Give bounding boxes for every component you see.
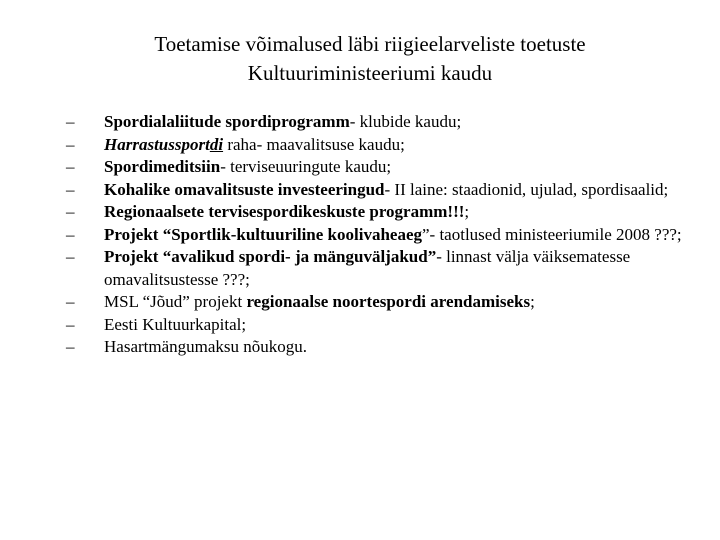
list-item-text	[104, 111, 686, 134]
text-segment: Eesti Kultuurkapital;	[104, 314, 247, 334]
text-segment: Projekt “Sportlik-kultuuriline koolivaheaeg	[104, 224, 422, 244]
list-item	[66, 314, 686, 337]
list-item-text	[104, 291, 686, 314]
list-item	[66, 336, 686, 359]
text-segment: MSL “Jõud” projekt	[104, 292, 247, 311]
bullet-dash: –	[66, 314, 75, 334]
text-segment: Regionaalsete tervisespordikeskuste programm!!!	[104, 202, 465, 221]
bullet-dash: –	[66, 134, 75, 154]
bullet-dash: –	[66, 292, 75, 311]
title-line-2: Kultuuriministeeriumi kaudu	[247, 61, 493, 85]
text-segment: Spordialaliitude spordiprogramm	[104, 112, 350, 131]
text-segment: Spordimeditsiin	[104, 157, 221, 176]
title-line-1: Toetamise võimalused läbi riigieelarveliste toetuste	[154, 32, 586, 56]
text-segment: - terviseuuringute kaudu;	[220, 157, 392, 176]
list-item-text	[104, 224, 686, 247]
text-segment: Projekt “avalikud spordi- ja mänguväljakud”	[104, 247, 437, 266]
text-segment: - II laine: staadionid, ujulad, spordisaalid;	[384, 179, 669, 199]
list-item	[66, 201, 686, 224]
list-item	[66, 291, 686, 314]
bullet-dash: –	[66, 337, 75, 356]
text-segment: ”- taotlused ministeeriumile 2008 ???;	[422, 224, 682, 244]
list-item	[66, 246, 686, 291]
text-segment: - klubide kaudu;	[349, 112, 462, 131]
list-item-text	[104, 179, 686, 202]
bullet-dash: –	[66, 224, 75, 244]
bullet-dash: –	[66, 247, 75, 266]
list-item-text	[104, 246, 686, 291]
text-segment: - linnast välja väiksematesse omavalitsustesse ???;	[104, 247, 631, 289]
text-segment: Kohalike omavalitsuste investeeringud	[104, 179, 385, 199]
text-segment: Harrastussport	[104, 134, 210, 154]
list-item-text	[104, 314, 686, 337]
list-item-text	[104, 134, 686, 157]
text-segment: ;	[530, 292, 535, 311]
slide-title	[60, 30, 680, 88]
text-segment: raha- maavalitsuse kaudu;	[223, 134, 405, 154]
list-item-text	[104, 156, 686, 179]
list-item	[66, 179, 686, 202]
list-item	[66, 134, 686, 157]
list-item-text	[104, 336, 686, 359]
bullet-list	[66, 111, 686, 359]
text-segment: ;	[464, 202, 470, 221]
text-segment: regionaalse noortespordi arendamiseks	[246, 292, 531, 311]
bullet-dash: –	[66, 112, 75, 131]
bullet-dash: –	[66, 202, 75, 221]
list-item	[66, 111, 686, 134]
bullet-dash: –	[66, 157, 75, 176]
text-segment: di	[209, 134, 224, 154]
list-item-text	[104, 201, 686, 224]
bullet-dash: –	[66, 179, 75, 199]
list-item	[66, 156, 686, 179]
text-segment: Hasartmängumaksu nõukogu.	[104, 337, 308, 356]
list-item	[66, 224, 686, 247]
